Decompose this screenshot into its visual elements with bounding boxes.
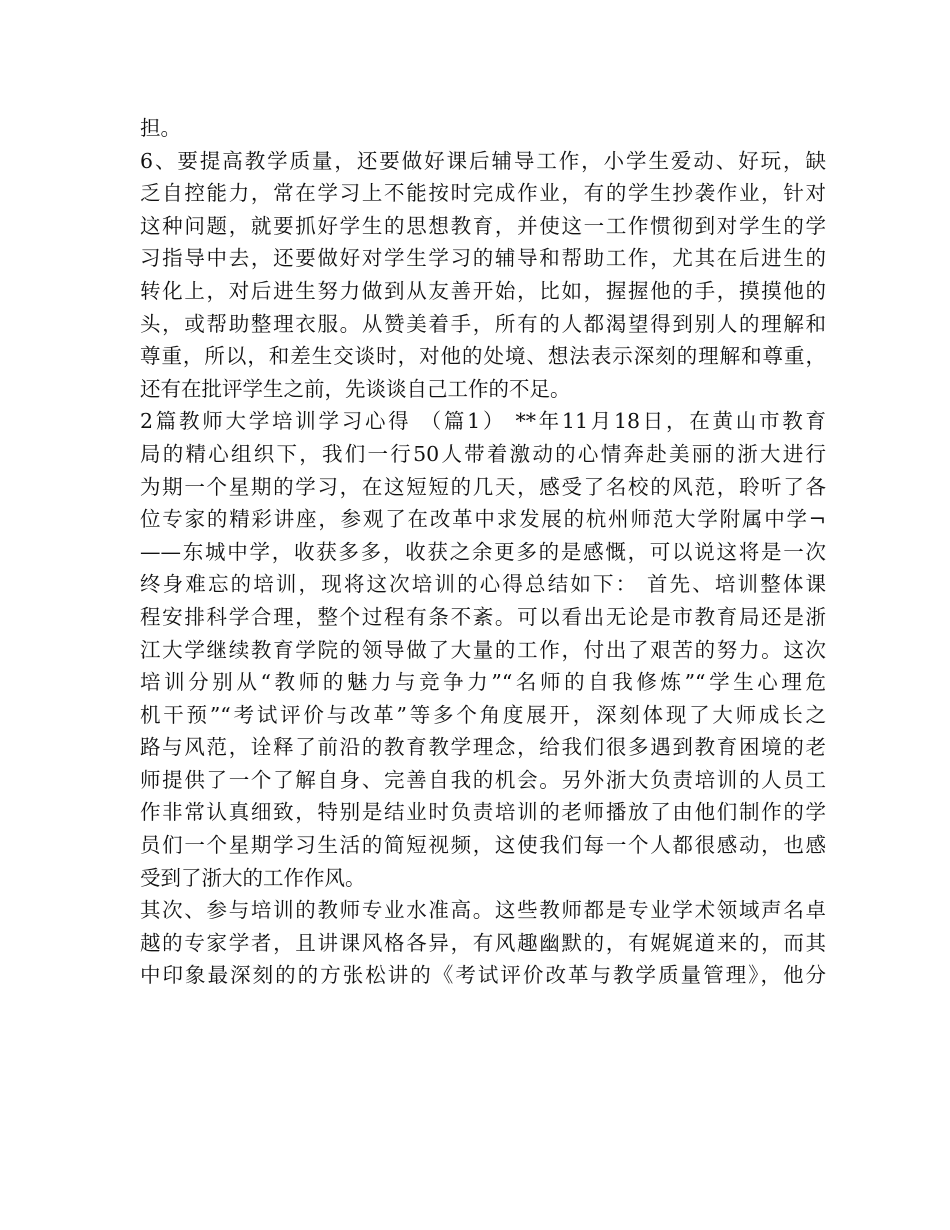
text-line: 乏自控能力，常在学习上不能按时完成作业，有的学生抄袭作业，针对: [140, 181, 826, 206]
text-line: 其次、参与培训的教师专业水准高。这些教师都是专业学术领域声名卓: [140, 898, 826, 923]
text-line: 2篇教师大学培训学习心得 （篇1） **年11月18日，在黄山市教育: [140, 409, 826, 434]
text-line: 越的专家学者，且讲课风格各异，有风趣幽默的，有娓娓道来的，而其: [140, 930, 826, 955]
text-line: 还有在批评学生之前，先谈谈自己工作的不足。: [140, 376, 571, 401]
text-line: 担。: [140, 116, 181, 140]
text-line: 6、要提高教学质量，还要做好课后辅导工作，小学生爱动、好玩，缺: [140, 148, 826, 173]
text-line: 员们一个星期学习生活的简短视频，这使我们每一个人都很感动，也感: [140, 833, 826, 858]
text-line: 转化上，对后进生努力做到从友善开始，比如，握握他的手，摸摸他的: [140, 278, 826, 303]
text-line: ——东城中学，收获多多，收获之余更多的是感慨，可以说这将是一次: [140, 539, 826, 564]
text-line: 终身难忘的培训，现将这次培训的心得总结如下： 首先、培训整体课: [140, 572, 826, 597]
text-line: 尊重，所以，和差生交谈时，对他的处境、想法表示深刻的理解和尊重，: [140, 344, 826, 369]
text-line: 受到了浙大的工作作风。: [140, 865, 366, 890]
text-line: 习指导中去，还要做好对学生学习的辅导和帮助工作，尤其在后进生的: [140, 246, 826, 271]
text-line: 师提供了一个了解自身、完善自我的机会。另外浙大负责培训的人员工: [140, 767, 826, 792]
text-line: 机干预”“考试评价与改革”等多个角度展开，深刻体现了大师成长之: [140, 702, 826, 727]
text-line: 局的精心组织下，我们一行50人带着激动的心情奔赴美丽的浙大进行: [140, 441, 826, 466]
text-line: 路与风范，诠释了前沿的教育教学理念，给我们很多遇到教育困境的老: [140, 735, 826, 760]
text-line: 培训分别从“教师的魅力与竞争力”“名师的自我修炼”“学生心理危: [140, 670, 826, 695]
document-body: [140, 112, 826, 992]
text-line: 江大学继续教育学院的领导做了大量的工作，付出了艰苦的努力。这次: [140, 637, 826, 662]
text-line: 这种问题，就要抓好学生的思想教育，并使这一工作惯彻到对学生的学: [140, 213, 826, 238]
text-line: 为期一个星期的学习，在这短短的几天，感受了名校的风范，聆听了各: [140, 474, 826, 499]
text-line: 头，或帮助整理衣服。从赞美着手，所有的人都渴望得到别人的理解和: [140, 311, 826, 336]
text-line: 作非常认真细致，特别是结业时负责培训的老师播放了由他们制作的学: [140, 800, 826, 825]
text-line: 程安排科学合理，整个过程有条不紊。可以看出无论是市教育局还是浙: [140, 604, 826, 629]
text-line: 中印象最深刻的的方张松讲的《考试评价改革与教学质量管理》，他分: [140, 963, 826, 988]
text-line: 位专家的精彩讲座，参观了在改革中求发展的杭州师范大学附属中学¬: [140, 507, 826, 532]
